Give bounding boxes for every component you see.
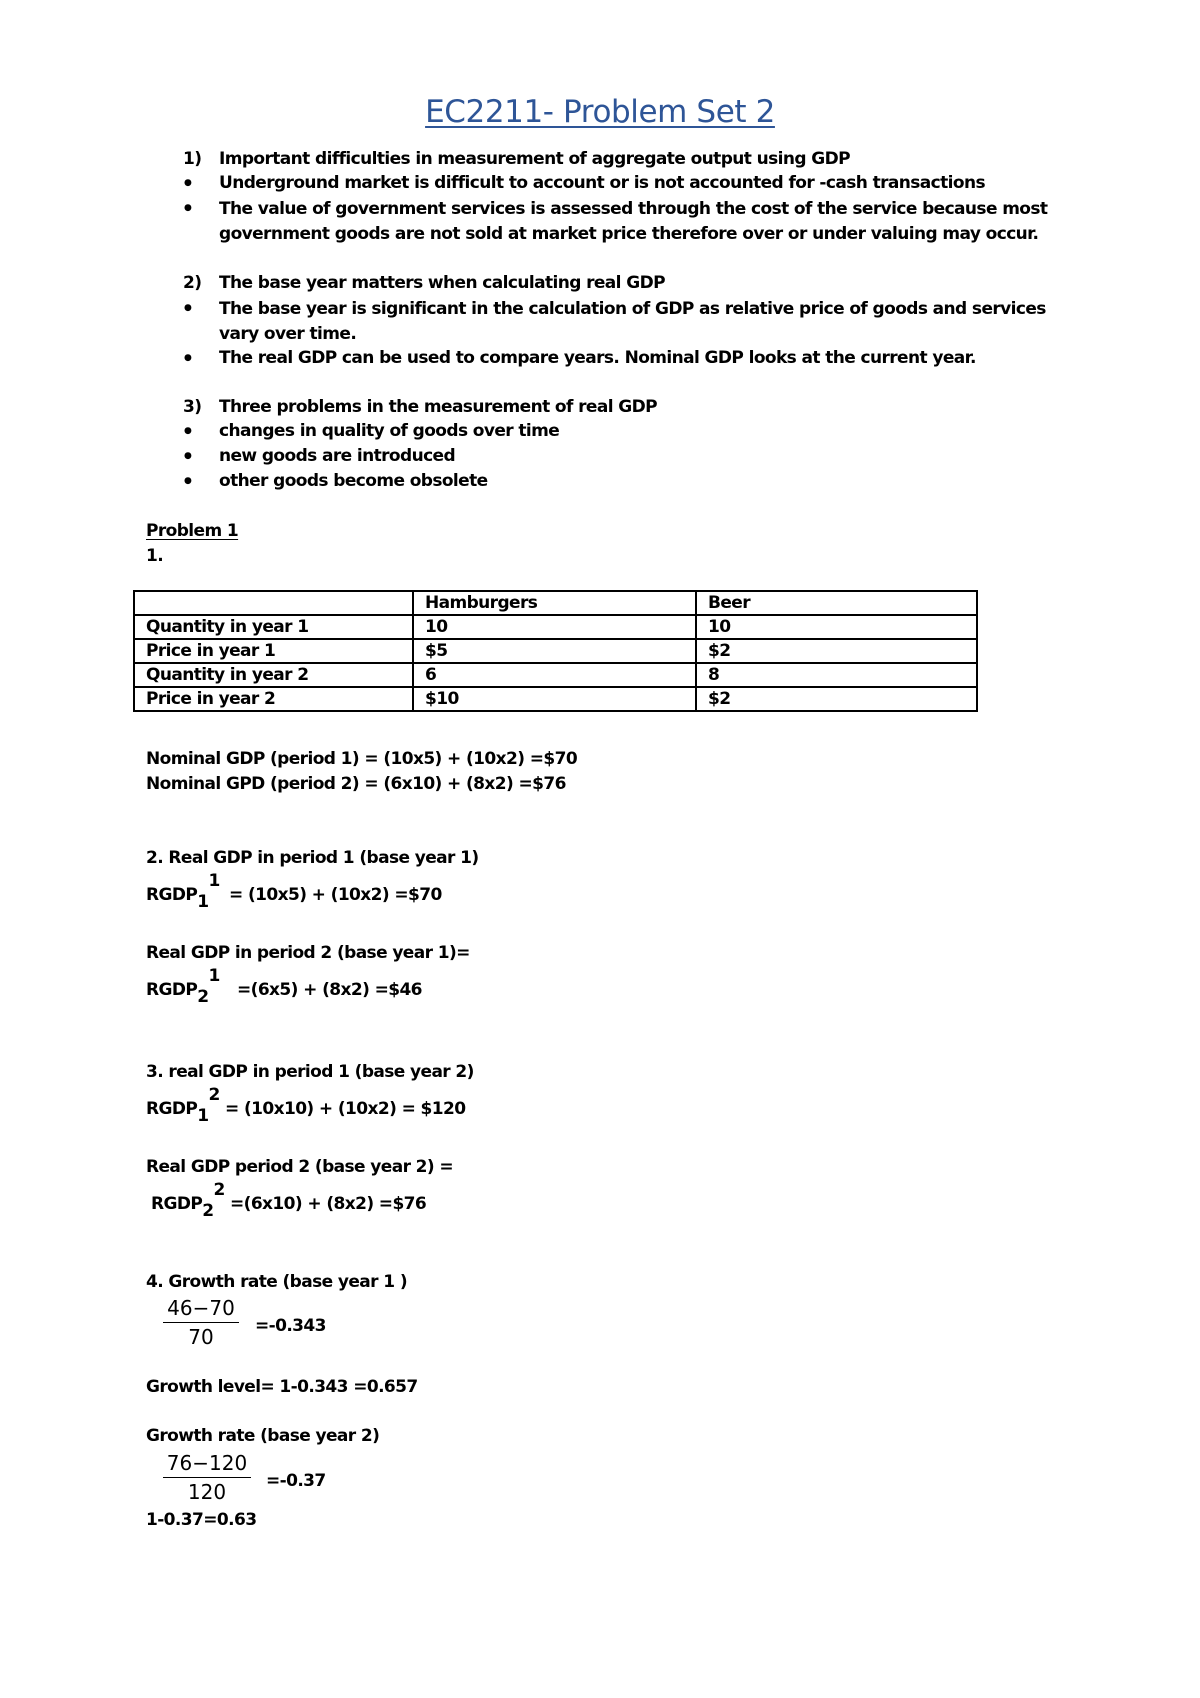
table-header-row: [134, 591, 977, 615]
nominal-gdp-period-1: Nominal GDP (period 1) = (10x5) + (10x2) =$70: [146, 749, 578, 769]
table-cell: $2: [696, 687, 977, 711]
bullet-text: The real GDP can be used to compare years. Nominal GDP looks at the current year.: [219, 348, 976, 368]
rgdp-symbol: RGDP: [146, 980, 198, 1000]
table-cell: Quantity in year 1: [134, 615, 413, 639]
bullet-icon: ●: [184, 178, 192, 188]
question-heading: Three problems in the measurement of real GDP: [219, 397, 657, 417]
fraction-numerator: 76−120: [166, 1451, 248, 1475]
document-title: EC2211- Problem Set 2: [425, 94, 775, 130]
table-row: [134, 687, 977, 711]
rgdp-expression: = (10x5) + (10x2) =$70: [229, 885, 442, 905]
part-2-heading: 2. Real GDP in period 1 (base year 1): [146, 848, 479, 868]
rgdp-expression: = (10x10) + (10x2) = $120: [225, 1099, 466, 1119]
question-number: 2): [183, 273, 202, 293]
table-row: [134, 615, 977, 639]
table-cell: 10: [696, 615, 977, 639]
rgdp-period: 2: [202, 1201, 214, 1221]
growth-rate-fraction: [163, 1296, 239, 1349]
data-table: [133, 590, 978, 712]
table-row: [134, 663, 977, 687]
rgdp-period: 2: [197, 987, 209, 1007]
rgdp-period: 1: [197, 892, 209, 912]
question-number: 1): [183, 149, 202, 169]
problem-heading: Problem 1: [146, 521, 239, 541]
bullet-icon: ●: [184, 426, 192, 436]
fraction-bar: [163, 1322, 239, 1323]
fraction-numerator: 46−70: [167, 1296, 235, 1320]
part-3-heading-2: Real GDP period 2 (base year 2) =: [146, 1157, 454, 1177]
table-cell: Price in year 2: [134, 687, 413, 711]
rgdp-expression: =(6x10) + (8x2) =$76: [230, 1194, 427, 1214]
bullet-text: Underground market is difficult to account or is not accounted for -cash transactions: [219, 173, 985, 193]
rgdp-symbol: RGDP: [151, 1194, 203, 1214]
bullet-text: new goods are introduced: [219, 446, 456, 466]
rgdp-base-year: 2: [208, 1085, 220, 1105]
rgdp-equation: [151, 1182, 426, 1226]
rgdp-equation: [146, 968, 422, 1012]
question-heading: Important difficulties in measurement of aggregate output using GDP: [219, 149, 850, 169]
rgdp-base-year: 1: [208, 871, 220, 891]
table-header-cell: [134, 591, 413, 615]
rgdp-equation: [146, 1087, 465, 1131]
rgdp-base-year: 1: [208, 966, 220, 986]
rgdp-symbol: RGDP: [146, 885, 198, 905]
table-cell: 10: [413, 615, 696, 639]
table-cell: Price in year 1: [134, 639, 413, 663]
part-4-heading: 4. Growth rate (base year 1 ): [146, 1272, 407, 1292]
bullet-icon: ●: [184, 353, 192, 363]
bullet-text: changes in quality of goods over time: [219, 421, 560, 441]
part-3-heading: 3. real GDP in period 1 (base year 2): [146, 1062, 474, 1082]
table-cell: $5: [413, 639, 696, 663]
fraction-bar: [163, 1477, 251, 1478]
bullet-text: other goods become obsolete: [219, 471, 488, 491]
table-cell: $2: [696, 639, 977, 663]
table-cell: 6: [413, 663, 696, 687]
nominal-gdp-period-2: Nominal GPD (period 2) = (6x10) + (8x2) =$76: [146, 774, 566, 794]
bullet-text: The base year is significant in the calculation of GDP as relative price of goods and services vary over time.: [219, 299, 1046, 344]
table-row: [134, 639, 977, 663]
bullet-icon: ●: [184, 451, 192, 461]
rgdp-symbol: RGDP: [146, 1099, 198, 1119]
growth-rate-result: =-0.343: [255, 1316, 326, 1336]
growth-rate-fraction: [163, 1451, 251, 1504]
question-number: 3): [183, 397, 202, 417]
table-header-cell: Beer: [696, 591, 977, 615]
question-heading: The base year matters when calculating real GDP: [219, 273, 665, 293]
table-cell: Quantity in year 2: [134, 663, 413, 687]
table-cell: $10: [413, 687, 696, 711]
part-4-heading-2: Growth rate (base year 2): [146, 1426, 380, 1446]
fraction-denominator: 120: [187, 1480, 227, 1504]
rgdp-period: 1: [197, 1106, 209, 1126]
rgdp-base-year: 2: [213, 1180, 225, 1200]
bullet-icon: ●: [184, 303, 192, 313]
table-cell: 8: [696, 663, 977, 687]
bullet-text: The value of government services is assessed through the cost of the service because most government goods are not sold at market price therefore over or under valuing may occur.: [219, 199, 1048, 244]
growth-rate-result: =-0.37: [266, 1471, 326, 1491]
rgdp-expression: =(6x5) + (8x2) =$46: [237, 980, 422, 1000]
growth-level: 1-0.37=0.63: [146, 1510, 257, 1530]
rgdp-equation: [146, 873, 442, 917]
fraction-denominator: 70: [188, 1325, 214, 1349]
bullet-icon: ●: [184, 476, 192, 486]
part-number: 1.: [146, 546, 164, 566]
part-2-heading-2: Real GDP in period 2 (base year 1)=: [146, 943, 470, 963]
table-header-cell: Hamburgers: [413, 591, 696, 615]
growth-level: Growth level= 1-0.343 =0.657: [146, 1377, 418, 1397]
bullet-icon: ●: [184, 203, 192, 213]
